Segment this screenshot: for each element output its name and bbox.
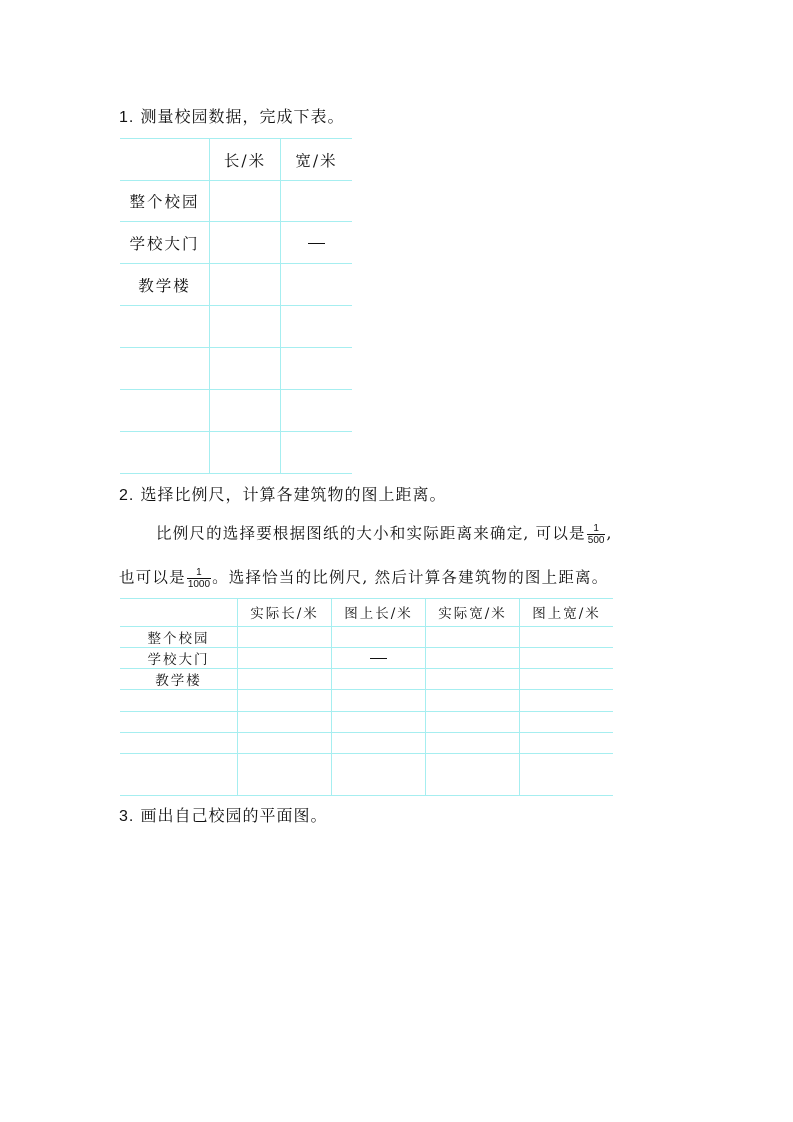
header-cell bbox=[120, 139, 210, 181]
map-length-cell[interactable] bbox=[332, 627, 426, 648]
row-label: 整个校园 bbox=[120, 627, 238, 648]
table-row bbox=[120, 648, 613, 669]
row-label-input[interactable] bbox=[120, 733, 238, 754]
table-row bbox=[120, 181, 352, 222]
map-length-cell[interactable] bbox=[332, 712, 426, 733]
header-map-width: 图上宽/米 bbox=[520, 599, 614, 627]
header-actual-width: 实际宽/米 bbox=[426, 599, 520, 627]
question-1-number: 1. bbox=[119, 109, 135, 126]
map-width-cell[interactable] bbox=[520, 690, 614, 712]
width-input-cell[interactable] bbox=[281, 306, 353, 348]
header-cell bbox=[120, 599, 238, 627]
header-actual-length: 实际长/米 bbox=[238, 599, 332, 627]
map-length-cell[interactable] bbox=[332, 754, 426, 796]
width-input-cell[interactable] bbox=[281, 348, 353, 390]
question-1-text: 测量校园数据，完成下表。 bbox=[140, 107, 345, 126]
width-input-cell[interactable] bbox=[281, 432, 353, 474]
table-header-row bbox=[120, 139, 352, 181]
dash-mark bbox=[308, 243, 325, 244]
table-row bbox=[120, 306, 352, 348]
width-input-cell[interactable] bbox=[281, 181, 353, 222]
table-row bbox=[120, 390, 352, 432]
instruction-line-1 bbox=[156, 523, 613, 546]
instruction-text: 比例尺的选择要根据图纸的大小和实际距离来确定, 可以是 bbox=[156, 524, 586, 543]
table-row bbox=[120, 264, 352, 306]
length-input-cell[interactable] bbox=[210, 181, 281, 222]
width-input-cell[interactable] bbox=[281, 264, 353, 306]
table-row bbox=[120, 754, 613, 796]
actual-width-cell[interactable] bbox=[426, 733, 520, 754]
actual-length-cell[interactable] bbox=[238, 754, 332, 796]
table-row bbox=[120, 348, 352, 390]
row-label-input[interactable] bbox=[120, 690, 238, 712]
table-row bbox=[120, 432, 352, 474]
fraction-denominator: 1000 bbox=[187, 579, 211, 590]
width-cell-dash bbox=[281, 222, 353, 264]
map-length-cell-dash bbox=[332, 648, 426, 669]
table-row bbox=[120, 669, 613, 690]
fraction-1-500 bbox=[587, 523, 606, 546]
table-header-row bbox=[120, 599, 613, 627]
actual-width-cell[interactable] bbox=[426, 648, 520, 669]
measurement-table bbox=[120, 138, 352, 474]
width-input-cell[interactable] bbox=[281, 390, 353, 432]
fraction-numerator: 1 bbox=[187, 567, 211, 579]
question-1-title bbox=[119, 107, 344, 128]
table-row bbox=[120, 712, 613, 733]
map-length-cell[interactable] bbox=[332, 690, 426, 712]
actual-width-cell[interactable] bbox=[426, 712, 520, 733]
question-3-text: 画出自己校园的平面图。 bbox=[140, 806, 328, 825]
actual-width-cell[interactable] bbox=[426, 754, 520, 796]
map-width-cell[interactable] bbox=[520, 669, 614, 690]
row-label-input[interactable] bbox=[120, 754, 238, 796]
actual-length-cell[interactable] bbox=[238, 627, 332, 648]
length-input-cell[interactable] bbox=[210, 390, 281, 432]
row-label: 整个校园 bbox=[120, 181, 210, 222]
row-label: 教学楼 bbox=[120, 669, 238, 690]
header-cell-width: 宽/米 bbox=[281, 139, 353, 181]
row-label-input[interactable] bbox=[120, 390, 210, 432]
map-width-cell[interactable] bbox=[520, 733, 614, 754]
row-label: 学校大门 bbox=[120, 648, 238, 669]
drawing-area[interactable] bbox=[119, 840, 679, 1080]
length-input-cell[interactable] bbox=[210, 222, 281, 264]
map-length-cell[interactable] bbox=[332, 669, 426, 690]
instruction-text: , bbox=[606, 524, 613, 543]
fraction-1-1000 bbox=[187, 567, 211, 590]
header-map-length: 图上长/米 bbox=[332, 599, 426, 627]
header-cell-length: 长/米 bbox=[210, 139, 281, 181]
map-width-cell[interactable] bbox=[520, 627, 614, 648]
question-2-title bbox=[119, 485, 446, 506]
row-label-input[interactable] bbox=[120, 432, 210, 474]
scale-table bbox=[120, 598, 613, 796]
question-3-number: 3. bbox=[119, 808, 135, 825]
table-row bbox=[120, 627, 613, 648]
map-length-cell[interactable] bbox=[332, 733, 426, 754]
actual-length-cell[interactable] bbox=[238, 669, 332, 690]
actual-length-cell[interactable] bbox=[238, 712, 332, 733]
actual-length-cell[interactable] bbox=[238, 733, 332, 754]
table-row bbox=[120, 733, 613, 754]
fraction-denominator: 500 bbox=[587, 535, 605, 546]
row-label: 教学楼 bbox=[120, 264, 210, 306]
instruction-text: 也可以是 bbox=[119, 568, 186, 587]
instruction-text: 。选择恰当的比例尺, 然后计算各建筑物的图上距离。 bbox=[212, 568, 609, 587]
actual-length-cell[interactable] bbox=[238, 690, 332, 712]
actual-length-cell[interactable] bbox=[238, 648, 332, 669]
length-input-cell[interactable] bbox=[210, 264, 281, 306]
fraction-numerator: 1 bbox=[587, 523, 606, 535]
length-input-cell[interactable] bbox=[210, 348, 281, 390]
actual-width-cell[interactable] bbox=[426, 690, 520, 712]
row-label-input[interactable] bbox=[120, 348, 210, 390]
instruction-line-2 bbox=[119, 567, 608, 590]
dash-mark bbox=[370, 658, 387, 659]
table-row bbox=[120, 222, 352, 264]
actual-width-cell[interactable] bbox=[426, 669, 520, 690]
map-width-cell[interactable] bbox=[520, 754, 614, 796]
row-label-input[interactable] bbox=[120, 712, 238, 733]
map-width-cell[interactable] bbox=[520, 712, 614, 733]
actual-width-cell[interactable] bbox=[426, 627, 520, 648]
length-input-cell[interactable] bbox=[210, 306, 281, 348]
table-row bbox=[120, 690, 613, 712]
question-2-text: 选择比例尺，计算各建筑物的图上距离。 bbox=[140, 485, 447, 504]
row-label: 学校大门 bbox=[120, 222, 210, 264]
question-3-title bbox=[119, 806, 327, 827]
row-label-input[interactable] bbox=[120, 306, 210, 348]
map-width-cell[interactable] bbox=[520, 648, 614, 669]
question-2-number: 2. bbox=[119, 487, 135, 504]
length-input-cell[interactable] bbox=[210, 432, 281, 474]
